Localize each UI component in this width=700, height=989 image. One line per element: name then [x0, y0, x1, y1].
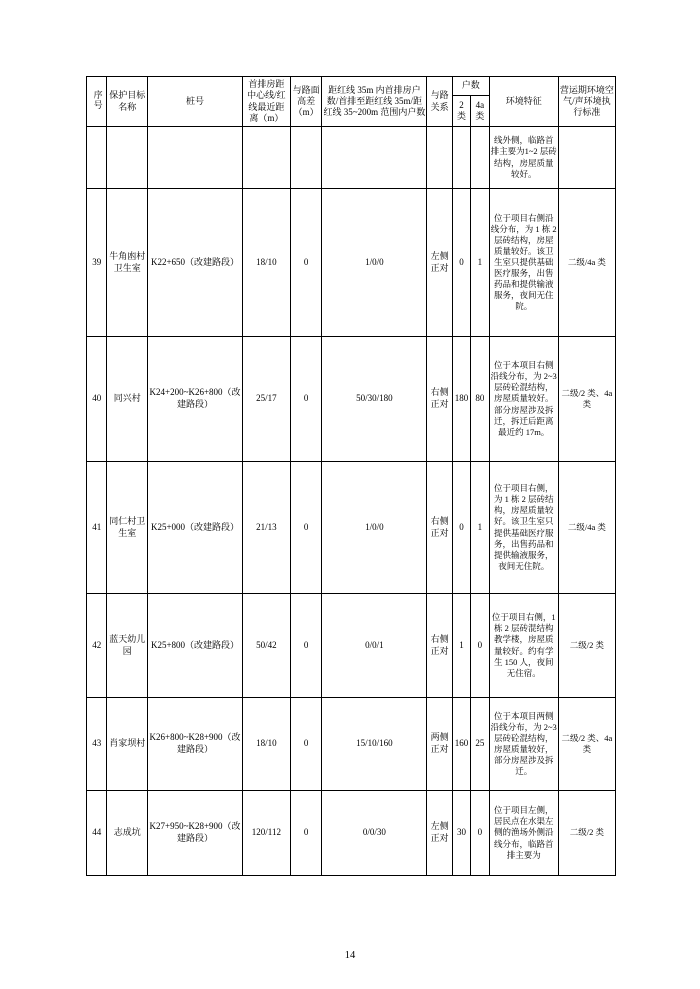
cell-counts: 1/0/0 — [322, 462, 427, 594]
protection-targets-table — [86, 76, 616, 876]
cell-class2: 0 — [452, 189, 470, 337]
cell-name: 蓝天幼儿园 — [107, 594, 148, 698]
cell-class4a: 25 — [471, 698, 489, 791]
cell-stake — [148, 127, 243, 189]
cell-standard: 二级/4a 类 — [558, 462, 615, 594]
header-feature: 环境特征 — [489, 77, 558, 127]
cell-height-diff: 0 — [290, 337, 322, 462]
cell-relation: 右侧正对 — [427, 594, 452, 698]
header-seq: 序号 — [87, 77, 107, 127]
cell-class2: 180 — [452, 337, 470, 462]
cell-seq: 44 — [87, 791, 107, 876]
header-name: 保护目标名称 — [107, 77, 148, 127]
cell-standard: 二级/2 类、4a 类 — [558, 698, 615, 791]
cell-class4a — [471, 127, 489, 189]
cell-name: 志成坑 — [107, 791, 148, 876]
cell-feature: 位于本项目两侧沿线分布，为 2~3 层砖砼混结构，房屋质量较好，部分房屋涉及拆迁。 — [489, 698, 558, 791]
cell-class4a: 80 — [471, 337, 489, 462]
cell-name: 同仁村卫生室 — [107, 462, 148, 594]
cell-feature: 位于项目右侧，为 1 栋 2 层砖结构，房屋质量较好。该卫生室只提供基础医疗服务，出售药品和提供输液服务，夜间无住院。 — [489, 462, 558, 594]
cell-relation — [427, 127, 452, 189]
cell-height-diff: 0 — [290, 791, 322, 876]
cell-relation: 右侧正对 — [427, 462, 452, 594]
cell-stake: K27+950~K28+900（改建路段） — [148, 791, 243, 876]
cell-standard: 二级/4a 类 — [558, 189, 615, 337]
header-counts: 距红线 35m 内首排房户数/首排至距红线 35m/距红线 35~200m 范围内户数 — [322, 77, 427, 127]
page-number: 14 — [344, 950, 356, 961]
cell-standard: 二级/2 类、4a 类 — [558, 337, 615, 462]
cell-class4a: 1 — [471, 189, 489, 337]
cell-class4a: 0 — [471, 791, 489, 876]
cell-height-diff: 0 — [290, 698, 322, 791]
cell-distance: 21/13 — [242, 462, 290, 594]
cell-counts: 0/0/30 — [322, 791, 427, 876]
cell-counts — [322, 127, 427, 189]
table-body — [87, 127, 616, 876]
cell-standard — [558, 127, 615, 189]
header-standard: 营运期环境空气/声环境执行标准 — [558, 77, 615, 127]
header-distance: 首排房距中心线/红线最近距离（m） — [242, 77, 290, 127]
cell-stake: K25+800（改建路段） — [148, 594, 243, 698]
cell-seq — [87, 127, 107, 189]
cell-standard: 二级/2 类 — [558, 791, 615, 876]
cell-counts: 15/10/160 — [322, 698, 427, 791]
header-height-diff: 与路面高差（m） — [290, 77, 322, 127]
header-relation: 与路关系 — [427, 77, 452, 127]
cell-name: 肖家坝村 — [107, 698, 148, 791]
cell-feature: 位于项目右侧，1 栋 2 层砖混结构教学楼，房屋质量较好。约有学生 150 人，夜间无住宿。 — [489, 594, 558, 698]
cell-name — [107, 127, 148, 189]
cell-class2: 30 — [452, 791, 470, 876]
cell-stake: K24+200~K26+800（改建路段） — [148, 337, 243, 462]
cell-standard: 二级/2 类 — [558, 594, 615, 698]
table-row — [87, 791, 616, 876]
cell-feature: 位于本项目右侧沿线分布，为 2~3 层砖砼混结构，房屋质量较好。部分房屋涉及拆迁，拆迁后距离最近约 17m。 — [489, 337, 558, 462]
cell-counts: 0/0/1 — [322, 594, 427, 698]
cell-name: 牛角凼村卫生室 — [107, 189, 148, 337]
cell-distance: 18/10 — [242, 698, 290, 791]
table-row — [87, 462, 616, 594]
cell-seq: 43 — [87, 698, 107, 791]
cell-height-diff: 0 — [290, 594, 322, 698]
cell-class2: 1 — [452, 594, 470, 698]
table-row — [87, 698, 616, 791]
cell-stake: K22+650（改建路段） — [148, 189, 243, 337]
cell-height-diff: 0 — [290, 462, 322, 594]
header-stake: 桩号 — [148, 77, 243, 127]
cell-stake: K26+800~K28+900（改建路段） — [148, 698, 243, 791]
cell-feature: 位于项目左侧，居民点在水渠左侧的渔场外侧沿线分布，临路首排主要为 — [489, 791, 558, 876]
cell-distance: 18/10 — [242, 189, 290, 337]
cell-relation: 左侧正对 — [427, 791, 452, 876]
cell-class4a: 1 — [471, 462, 489, 594]
cell-relation: 两侧正对 — [427, 698, 452, 791]
cell-name: 同兴村 — [107, 337, 148, 462]
cell-distance — [242, 127, 290, 189]
cell-relation: 右侧正对 — [427, 337, 452, 462]
header-class4a: 4a 类 — [471, 95, 489, 126]
cell-seq: 41 — [87, 462, 107, 594]
cell-class4a: 0 — [471, 594, 489, 698]
cell-distance: 120/112 — [242, 791, 290, 876]
cell-feature: 位于项目右侧沿线分布，为 1 栋 2 层砖结构，房屋质量较好。该卫生室只提供基础医疗服务，出售药品和提供输液服务，夜间无住院。 — [489, 189, 558, 337]
cell-seq: 42 — [87, 594, 107, 698]
cell-seq: 40 — [87, 337, 107, 462]
cell-class2: 0 — [452, 462, 470, 594]
protection-targets-table-wrap — [86, 76, 616, 876]
cell-height-diff: 0 — [290, 189, 322, 337]
cell-class2 — [452, 127, 470, 189]
table-row — [87, 594, 616, 698]
header-class2: 2 类 — [452, 95, 470, 126]
cell-height-diff — [290, 127, 322, 189]
table-row — [87, 189, 616, 337]
header-household-group: 户数 — [452, 77, 489, 96]
table-row — [87, 337, 616, 462]
table-row — [87, 127, 616, 189]
table-header-row — [87, 77, 616, 96]
cell-relation: 左侧正对 — [427, 189, 452, 337]
cell-stake: K25+000（改建路段） — [148, 462, 243, 594]
cell-distance: 50/42 — [242, 594, 290, 698]
cell-counts: 1/0/0 — [322, 189, 427, 337]
cell-feature: 线外侧，临路首排主要为1~2 层砖结构，房屋质量较好。 — [489, 127, 558, 189]
cell-class2: 160 — [452, 698, 470, 791]
cell-seq: 39 — [87, 189, 107, 337]
cell-distance: 25/17 — [242, 337, 290, 462]
cell-counts: 50/30/180 — [322, 337, 427, 462]
